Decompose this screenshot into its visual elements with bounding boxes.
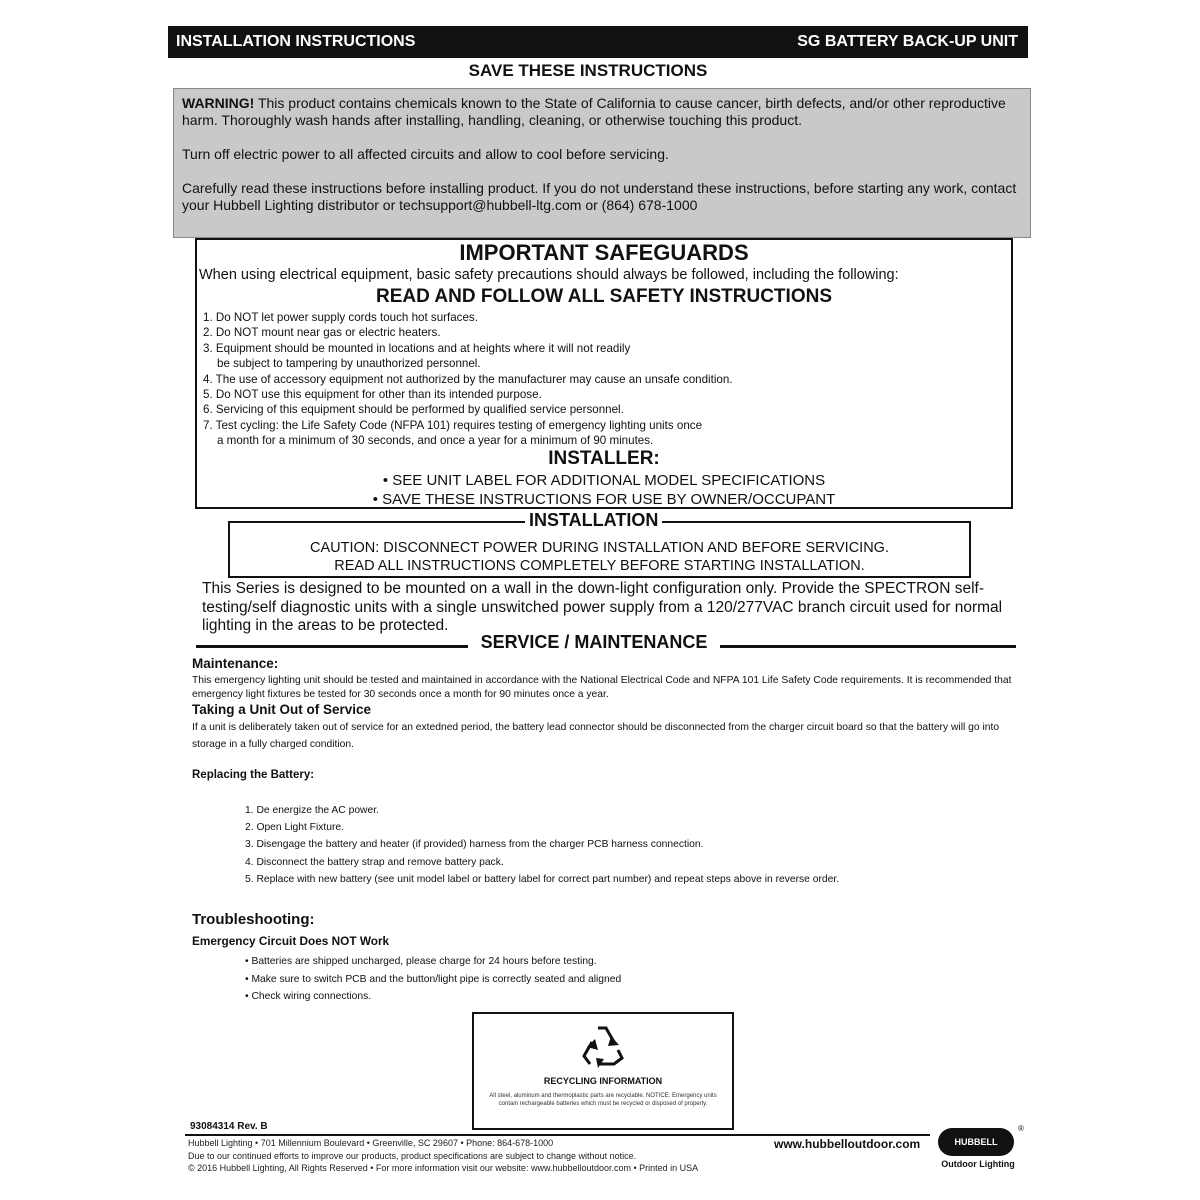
logo-subtitle: Outdoor Lighting (941, 1159, 1015, 1169)
troubleshooting-heading: Troubleshooting: (192, 911, 315, 928)
step-item: 1. De energize the AC power. (245, 805, 379, 816)
safety-item: 2. Do NOT mount near gas or electric heaters. (203, 326, 441, 340)
safety-item-continuation: a month for a minimum of 30 seconds, and once a year for a minimum of 90 minutes. (217, 434, 654, 448)
registered-mark: ® (1018, 1124, 1024, 1133)
header-title-left: INSTALLATION INSTRUCTIONS (176, 33, 416, 50)
recycling-info-box (472, 1012, 734, 1130)
document-header-bar (168, 26, 1028, 58)
footer-address: Hubbell Lighting • 701 Millennium Boulevard • Greenville, SC 29607 • Phone: 864-678-1000 (188, 1138, 554, 1148)
safety-item: 7. Test cycling: the Life Safety Code (NFPA 101) requires testing of emergency lighting units once (203, 418, 703, 432)
warning-label: WARNING! (182, 95, 255, 111)
step-item: 5. Replace with new battery (see unit model label or battery label for correct part number) and repeat steps above in reverse order. (245, 873, 840, 885)
footer-copyright: © 2016 Hubbell Lighting, All Rights Reserved • For more information visit our website: www.hubbelloutdoor.com • Printed in USA (188, 1163, 699, 1173)
warning-paragraph-2: Turn off electric power to all affected circuits and allow to cool before servicing. (182, 146, 669, 162)
replacing-battery-heading: Replacing the Battery: (192, 769, 315, 781)
safety-item: 6. Servicing of this equipment should be performed by qualified service personnel. (203, 403, 624, 417)
divider-line (720, 645, 1016, 648)
troubleshooting-list (245, 953, 621, 1006)
troubleshooting-item: • Check wiring connections. (245, 991, 372, 1002)
hubbell-logo: HUBBELL (938, 1128, 1014, 1156)
caution-line-2: READ ALL INSTRUCTIONS COMPLETELY BEFORE STARTING INSTALLATION. (334, 558, 865, 574)
website-link[interactable]: www.hubbelloutdoor.com (774, 1137, 921, 1151)
installer-bullet: • SEE UNIT LABEL FOR ADDITIONAL MODEL SPECIFICATIONS (382, 472, 826, 489)
installer-bullet: • SAVE THESE INSTRUCTIONS FOR USE BY OWNER/OCCUPANT (372, 491, 836, 508)
safety-item-continuation: be subject to tampering by unauthorized personnel. (217, 357, 481, 371)
caution-line-1: CAUTION: DISCONNECT POWER DURING INSTALLATION AND BEFORE SERVICING. (309, 540, 889, 556)
out-of-service-text: If a unit is deliberately taken out of service for an extedned period, the battery lead connector should be disconnected from the charger circuit board so that the battery will go into storage in a fully charged condition. (192, 722, 1000, 750)
safety-list (203, 310, 1003, 449)
safety-item: 1. Do NOT let power supply cords touch hot surfaces. (203, 311, 478, 324)
step-item: 3. Disengage the battery and heater (if provided) harness from the charger PCB harness connection. (245, 839, 704, 851)
emergency-circuit-heading: Emergency Circuit Does NOT Work (192, 934, 390, 948)
footer-notice: Due to our continued efforts to improve our products, product specifications are subject to change without notice. (188, 1151, 637, 1161)
divider-line (196, 645, 468, 648)
warning-text-1: This product contains chemicals known to the State of California to cause cancer, birth defects, and/or other reproductive harm. Thoroughly wash hands after installing, handling, cleaning, or otherwise touching this product. (182, 95, 1006, 128)
step-item: 4. Disconnect the battery strap and remove battery pack. (245, 856, 504, 868)
safety-item: 3. Equipment should be mounted in locations and at heights where it will not readily (203, 341, 631, 355)
document-number: 93084314 Rev. B (190, 1121, 268, 1132)
recycle-icon (578, 1020, 630, 1070)
recycling-body: All steel, aluminum and thermoplastic parts are recyclable. NOTICE: Emergency units contain rechargeable batteries which must be recycled or disposed of properly. (489, 1093, 717, 1107)
installation-title: INSTALLATION (525, 510, 662, 531)
service-maintenance-title: SERVICE / MAINTENANCE (480, 632, 708, 652)
warning-paragraph-1 (182, 95, 1022, 129)
warning-paragraph-3: Carefully read these instructions before installing product. If you do not understand these instructions, before starting any work, contact your Hubbell Lighting distributor or techsupport@hubbell-ltg.com or (864) 678-1000 (182, 180, 1017, 213)
maintenance-heading: Maintenance: (192, 656, 279, 671)
troubleshooting-item: • Batteries are shipped uncharged, please charge for 24 hours before testing. (245, 956, 597, 967)
safety-item: 4. The use of accessory equipment not authorized by the manufacturer may cause an unsafe condition. (203, 372, 733, 386)
safeguards-box (195, 238, 1013, 509)
installer-title: INSTALLER: (548, 448, 660, 469)
header-title-right: SG BATTERY BACK-UP UNIT (797, 33, 1018, 50)
safety-instructions-title: READ AND FOLLOW ALL SAFETY INSTRUCTIONS (376, 286, 832, 307)
out-of-service-heading: Taking a Unit Out of Service (192, 702, 372, 717)
replacing-battery-steps (245, 802, 839, 888)
recycling-title: RECYCLING INFORMATION (543, 1076, 663, 1086)
maintenance-text: This emergency lighting unit should be tested and maintained in accordance with the National Electrical Code and NFPA 101 Life Safety Code requirements. It is recommended that emergency light fixtures be tested for 30 seconds once a month for 90 minutes once a year. (192, 675, 1012, 700)
safeguards-title: IMPORTANT SAFEGUARDS (459, 240, 749, 265)
troubleshooting-item: • Make sure to switch PCB and the button/light pipe is correctly seated and aligned (245, 973, 622, 985)
safety-item: 5. Do NOT use this equipment for other than its intended purpose. (203, 388, 542, 402)
safeguards-intro: When using electrical equipment, basic safety precautions should always be followed, including the following: (199, 267, 899, 283)
series-description: This Series is designed to be mounted on a wall in the down-light configuration only. Provide the SPECTRON self-testing/self diagnostic units with a single unswitched power supply from a 120/277VAC branch circuit used for normal lighting in the areas to be protected. (202, 580, 1003, 634)
warning-box (173, 88, 1031, 238)
footer-divider (185, 1134, 930, 1136)
save-instructions-title: SAVE THESE INSTRUCTIONS (468, 61, 708, 80)
step-item: 2. Open Light Fixture. (245, 822, 345, 834)
